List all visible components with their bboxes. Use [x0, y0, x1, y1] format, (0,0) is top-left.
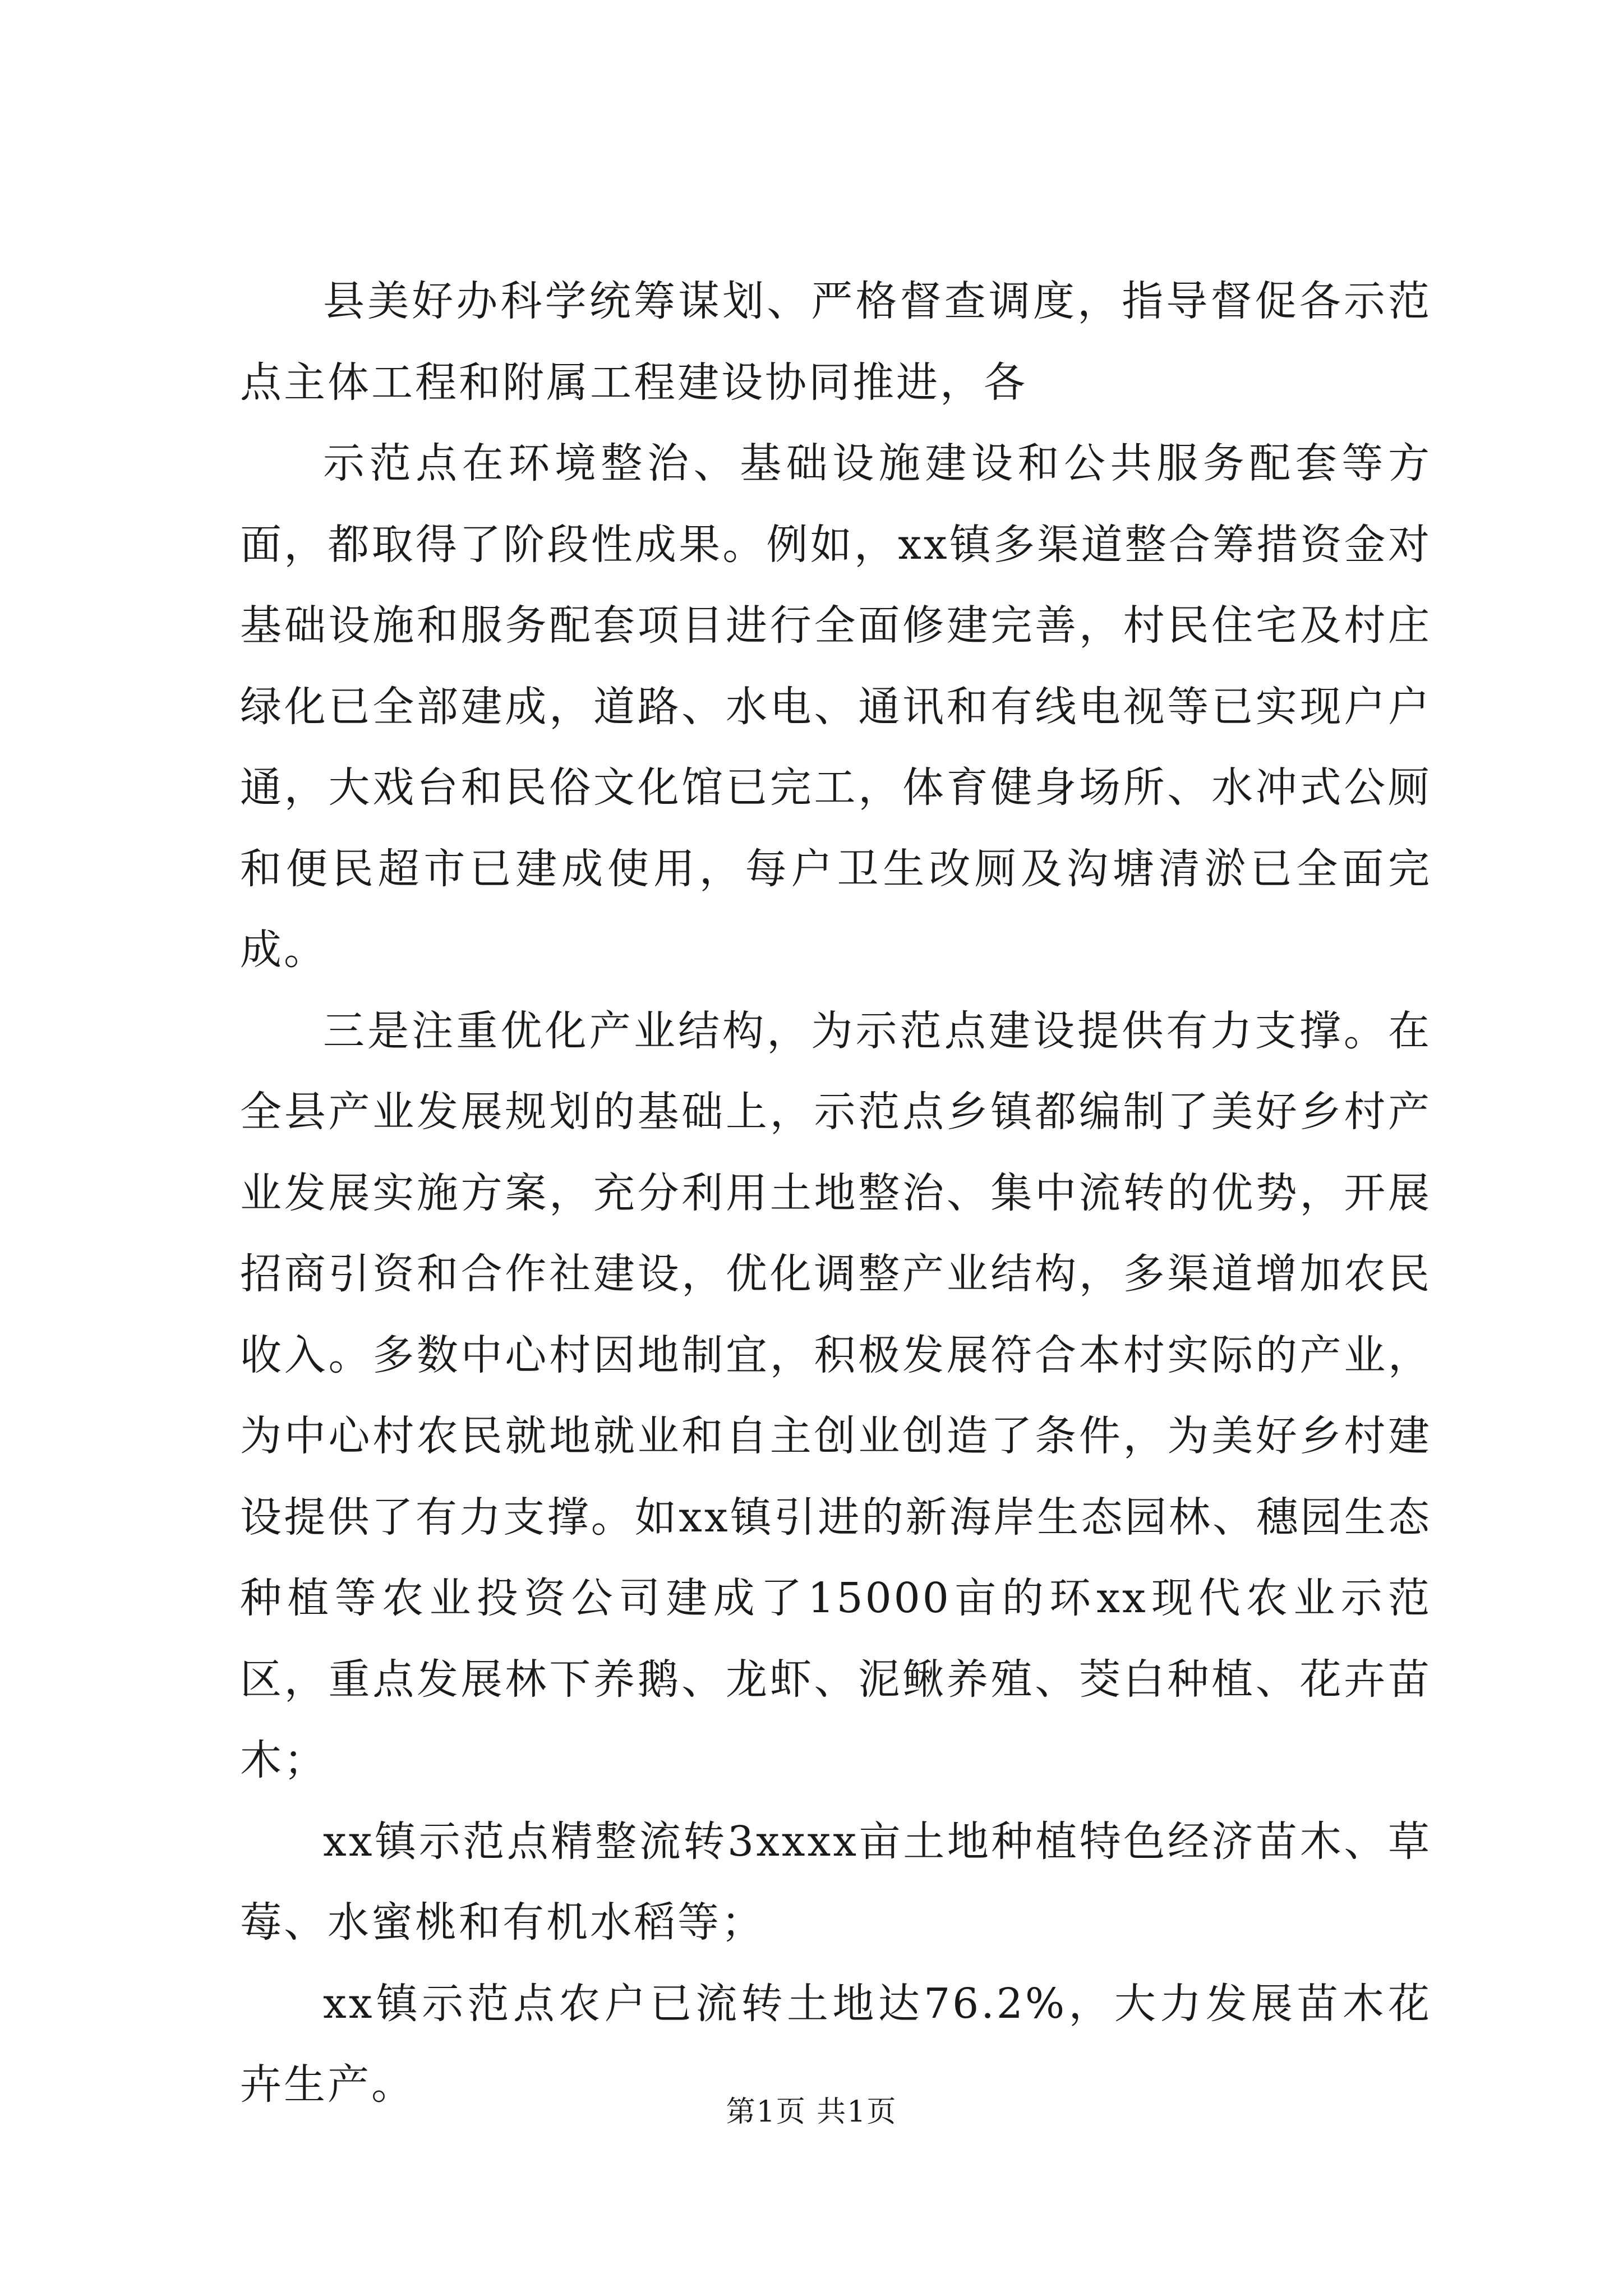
paragraph: xx镇示范点精整流转3xxxx亩土地种植特色经济苗木、草莓、水蜜桃和有机水稻等；: [240, 1817, 1432, 1947]
paragraph: xx镇示范点农户已流转土地达76.2%，大力发展苗木花卉生产。: [240, 1979, 1432, 2109]
paragraph: 三是注重优化产业结构，为示范点建设提供有力支撑。在全县产业发展规划的基础上，示范点乡镇都编制了美好乡村产业发展实施方案，充分利用土地整治、集中流转的优势，开展招商引资和合作社建设，优化调整产业结构，多渠道增加农民收入。多数中心村因地制宜，积极发展符合本村实际的产业，为中心村农民就地就业和自主创业创造了条件，为美好乡村建设提供了有力支撑。如xx镇引进的新海岸生态园林、穗园生态种植等农业投资公司建成了15000亩的环xx现代农业示范区，重点发展林下养鹅、龙虾、泥鳅养殖、茭白种植、花卉苗木；: [240, 1006, 1432, 1784]
document-body: [240, 261, 1432, 2125]
paragraph: 示范点在环境整治、基础设施建设和公共服务配套等方面，都取得了阶段性成果。例如，xx镇多渠道整合筹措资金对基础设施和服务配套项目进行全面修建完善，村民住宅及村庄绿化已全部建成，道路、水电、通讯和有线电视等已实现户户通，大戏台和民俗文化馆已完工，体育健身场所、水冲式公厕和便民超市已建成使用，每户卫生改厕及沟塘清淤已全面完成。: [240, 439, 1432, 974]
page-footer: 第1页 共1页: [726, 2095, 897, 2129]
paragraph: 县美好办科学统筹谋划、严格督查调度，指导督促各示范点主体工程和附属工程建设协同推进，各: [240, 277, 1432, 407]
